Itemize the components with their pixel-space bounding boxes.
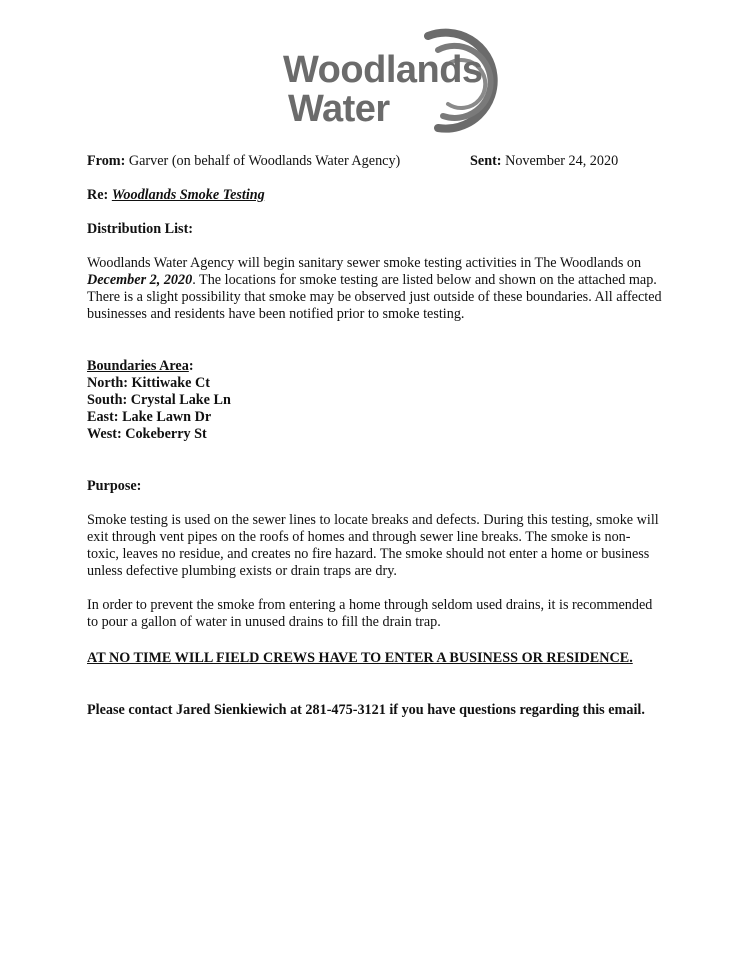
boundaries-title-suffix: : — [188, 358, 194, 374]
distribution-list-label: Distribution List: — [87, 221, 194, 237]
purpose-paragraph-1: Smoke testing is used on the sewer lines to locate breaks and defects. During this testing, smoke will exit through vent pipes on the roofs of homes and through sewer line breaks. The smoke is non-toxic, leaves no residue, and creates no fire hazard. The smoke should not enter a home or business unless defective plumbing exists or drain traps are dry. — [87, 512, 659, 579]
intro-text-part1: Woodlands Water Agency will begin sanitary sewer smoke testing activities in The Woodlands on — [87, 255, 642, 271]
logo-text-line1: Woodlands — [283, 49, 483, 91]
re-row — [87, 187, 662, 204]
boundary-north: North: Kittiwake Ct — [87, 375, 210, 391]
intro-date: December 2, 2020 — [87, 272, 193, 288]
memo-body — [87, 153, 662, 719]
intro-text-part2: . The locations for smoke testing are listed below and shown on the attached map. There is a slight possibility that smoke may be observed just outside of these boundaries. All affected businesses and residents have been notified prior to smoke testing. — [87, 272, 662, 322]
warning-notice: AT NO TIME WILL FIELD CREWS HAVE TO ENTER A BUSINESS OR RESIDENCE. — [87, 650, 633, 666]
purpose-paragraph-2: In order to prevent the smoke from entering a home through seldom used drains, it is recommended to pour a gallon of water in unused drains to fill the drain trap. — [87, 597, 653, 630]
re-value: Woodlands Smoke Testing — [111, 187, 265, 203]
from-row — [87, 153, 662, 170]
sent-field — [470, 153, 618, 170]
woodlands-water-logo — [278, 28, 528, 138]
boundaries-section — [87, 358, 662, 443]
boundary-south: South: Crystal Lake Ln — [87, 392, 231, 408]
contact-notice: Please contact Jared Sienkiewich at 281-475-3121 if you have questions regarding this email. — [87, 702, 645, 718]
sent-value: November 24, 2020 — [505, 153, 619, 169]
boundaries-title — [87, 358, 662, 375]
sent-label: Sent: — [470, 153, 502, 169]
logo-text-line2: Water — [288, 88, 390, 130]
intro-paragraph — [87, 255, 662, 323]
boundary-east: East: Lake Lawn Dr — [87, 409, 212, 425]
boundaries-title-text: Boundaries Area — [87, 358, 189, 374]
re-label: Re: — [87, 187, 109, 203]
boundary-west: West: Cokeberry St — [87, 426, 207, 442]
from-value: Garver (on behalf of Woodlands Water Agency) — [128, 153, 401, 169]
purpose-title: Purpose: — [87, 478, 142, 494]
from-label: From: — [87, 153, 126, 169]
